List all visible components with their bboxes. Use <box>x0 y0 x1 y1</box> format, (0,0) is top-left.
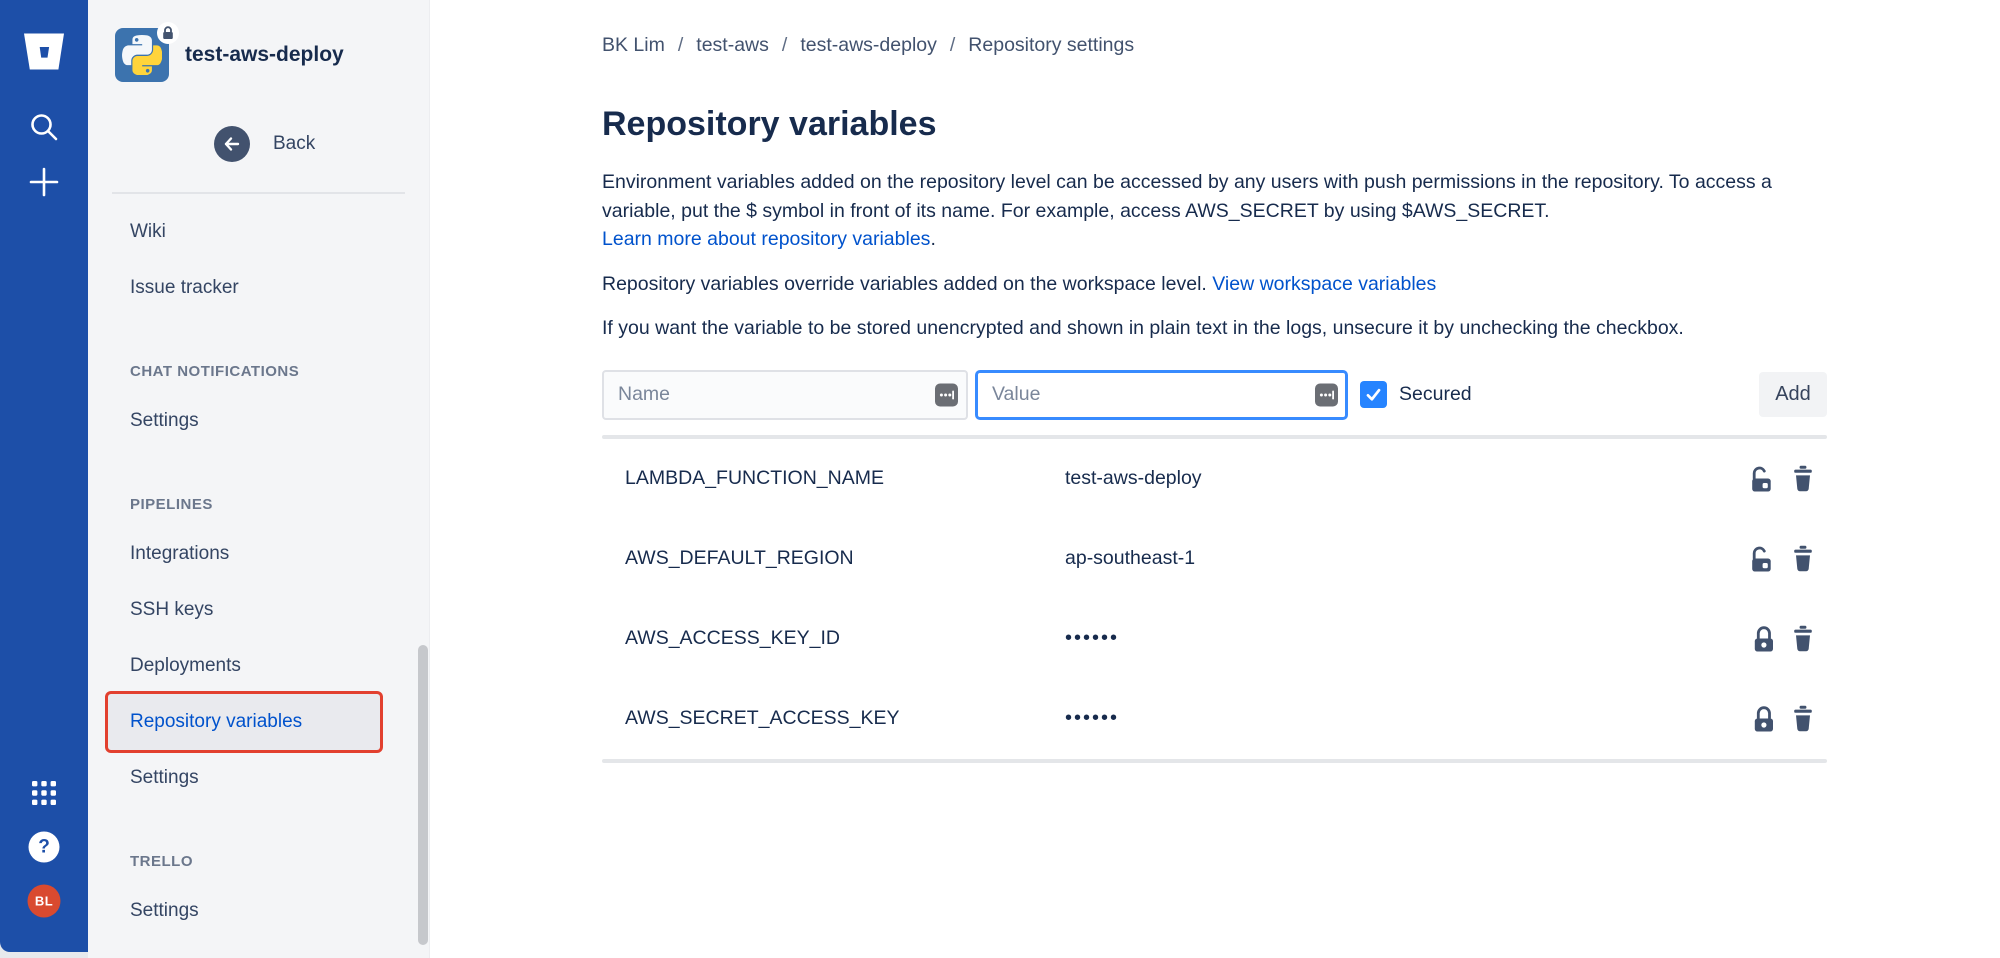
search-icon[interactable] <box>27 110 61 144</box>
unencrypted-paragraph: If you want the variable to be stored unencrypted and shown in plain text in the logs, unsecure it by unchecking the checkbox. <box>602 317 1684 339</box>
delete-variable-button[interactable] <box>1792 545 1814 572</box>
breadcrumb-separator: / <box>949 34 956 56</box>
lock-icon <box>1752 705 1776 733</box>
variable-value-masked: •••••• <box>1065 707 1120 729</box>
unlock-icon <box>1749 545 1776 573</box>
sidebar-heading-pipelines: PIPELINES <box>130 495 213 513</box>
variable-value: test-aws-deploy <box>1065 467 1202 489</box>
variable-name-input[interactable] <box>602 370 968 420</box>
sidebar-item-ssh-keys[interactable]: SSH keys <box>130 599 214 620</box>
main-content <box>430 0 2000 958</box>
create-plus-icon[interactable] <box>28 166 60 198</box>
help-icon[interactable]: ? <box>29 832 60 863</box>
learn-more-period: . <box>930 228 936 250</box>
variables-table <box>602 439 1827 759</box>
repo-sidebar <box>88 0 430 958</box>
python-repo-avatar <box>115 28 169 82</box>
global-navigation <box>0 0 88 952</box>
app-switcher-icon[interactable] <box>32 781 56 805</box>
page-title: Repository variables <box>602 105 937 143</box>
learn-more-link[interactable]: Learn more about repository variables <box>602 228 931 250</box>
breadcrumb <box>602 33 1827 57</box>
breadcrumb-separator: / <box>781 34 788 56</box>
intro-text: Environment variables added on the repository level can be accessed by any users with push permissions in the repository. To access a variable, put the $ symbol in front of its name. For example, access AWS_SECRET by using $AWS_SECRET. <box>602 171 1772 222</box>
variable-name: LAMBDA_FUNCTION_NAME <box>625 467 884 489</box>
intro-paragraph <box>602 168 1827 254</box>
workspace-variables-link[interactable]: View workspace variables <box>1212 272 1437 295</box>
breadcrumb-user[interactable]: BK Lim <box>602 34 665 56</box>
sidebar-item-chat-settings[interactable]: Settings <box>130 410 199 431</box>
unlock-icon <box>1749 465 1776 493</box>
sidebar-item-integrations[interactable]: Integrations <box>130 543 230 564</box>
breadcrumb-workspace[interactable]: test-aws <box>696 34 769 56</box>
delete-variable-button[interactable] <box>1792 705 1814 732</box>
variable-name: AWS_ACCESS_KEY_ID <box>625 627 840 649</box>
autofill-extension-icon[interactable] <box>935 383 958 406</box>
sidebar-divider <box>112 192 405 194</box>
add-button[interactable]: Add <box>1759 372 1827 417</box>
sidebar-item-wiki[interactable]: Wiki <box>130 221 166 242</box>
secured-label[interactable]: Secured <box>1399 383 1472 405</box>
sidebar-item-issue-tracker[interactable]: Issue tracker <box>130 277 239 298</box>
sidebar-item-trello-settings[interactable]: Settings <box>130 900 199 921</box>
breadcrumb-separator: / <box>677 34 684 56</box>
variable-value-masked: •••••• <box>1065 627 1120 649</box>
user-avatar[interactable]: BL <box>28 885 61 918</box>
table-row <box>602 439 1827 519</box>
back-label: Back <box>273 133 316 154</box>
sidebar-item-repository-variables[interactable]: Repository variables <box>108 694 380 750</box>
lock-icon <box>1752 625 1776 653</box>
secured-checkbox[interactable] <box>1360 381 1387 408</box>
table-row <box>602 519 1827 599</box>
sidebar-menu <box>108 204 380 939</box>
variable-value: ap-southeast-1 <box>1065 547 1196 569</box>
breadcrumb-current: Repository settings <box>968 34 1135 56</box>
table-divider-bottom <box>602 759 1827 763</box>
sidebar-heading-trello: TRELLO <box>130 852 193 870</box>
sidebar-scrollbar[interactable] <box>418 645 428 945</box>
back-button[interactable] <box>214 126 315 162</box>
sidebar-item-deployments[interactable]: Deployments <box>130 655 241 676</box>
variable-name: AWS_SECRET_ACCESS_KEY <box>625 707 900 729</box>
repo-name: test-aws-deploy <box>185 43 344 66</box>
sidebar-heading-chat-notifications: CHAT NOTIFICATIONS <box>130 362 300 380</box>
variable-name: AWS_DEFAULT_REGION <box>625 547 854 569</box>
delete-variable-button[interactable] <box>1792 625 1814 652</box>
autofill-extension-icon[interactable] <box>1315 383 1338 406</box>
override-text: Repository variables override variables added on the workspace level. <box>602 272 1213 295</box>
table-row <box>602 679 1827 759</box>
breadcrumb-repo[interactable]: test-aws-deploy <box>800 34 937 56</box>
override-paragraph <box>602 270 1827 299</box>
delete-variable-button[interactable] <box>1792 465 1814 492</box>
sidebar-item-pipelines-settings[interactable]: Settings <box>130 767 199 788</box>
private-repo-lock-icon <box>157 22 179 44</box>
repo-header[interactable] <box>115 28 344 82</box>
bitbucket-logo[interactable] <box>22 32 67 73</box>
back-arrow-icon <box>214 126 250 162</box>
variable-value-input[interactable] <box>975 370 1348 420</box>
table-row <box>602 599 1827 679</box>
add-variable-form <box>602 370 1827 420</box>
